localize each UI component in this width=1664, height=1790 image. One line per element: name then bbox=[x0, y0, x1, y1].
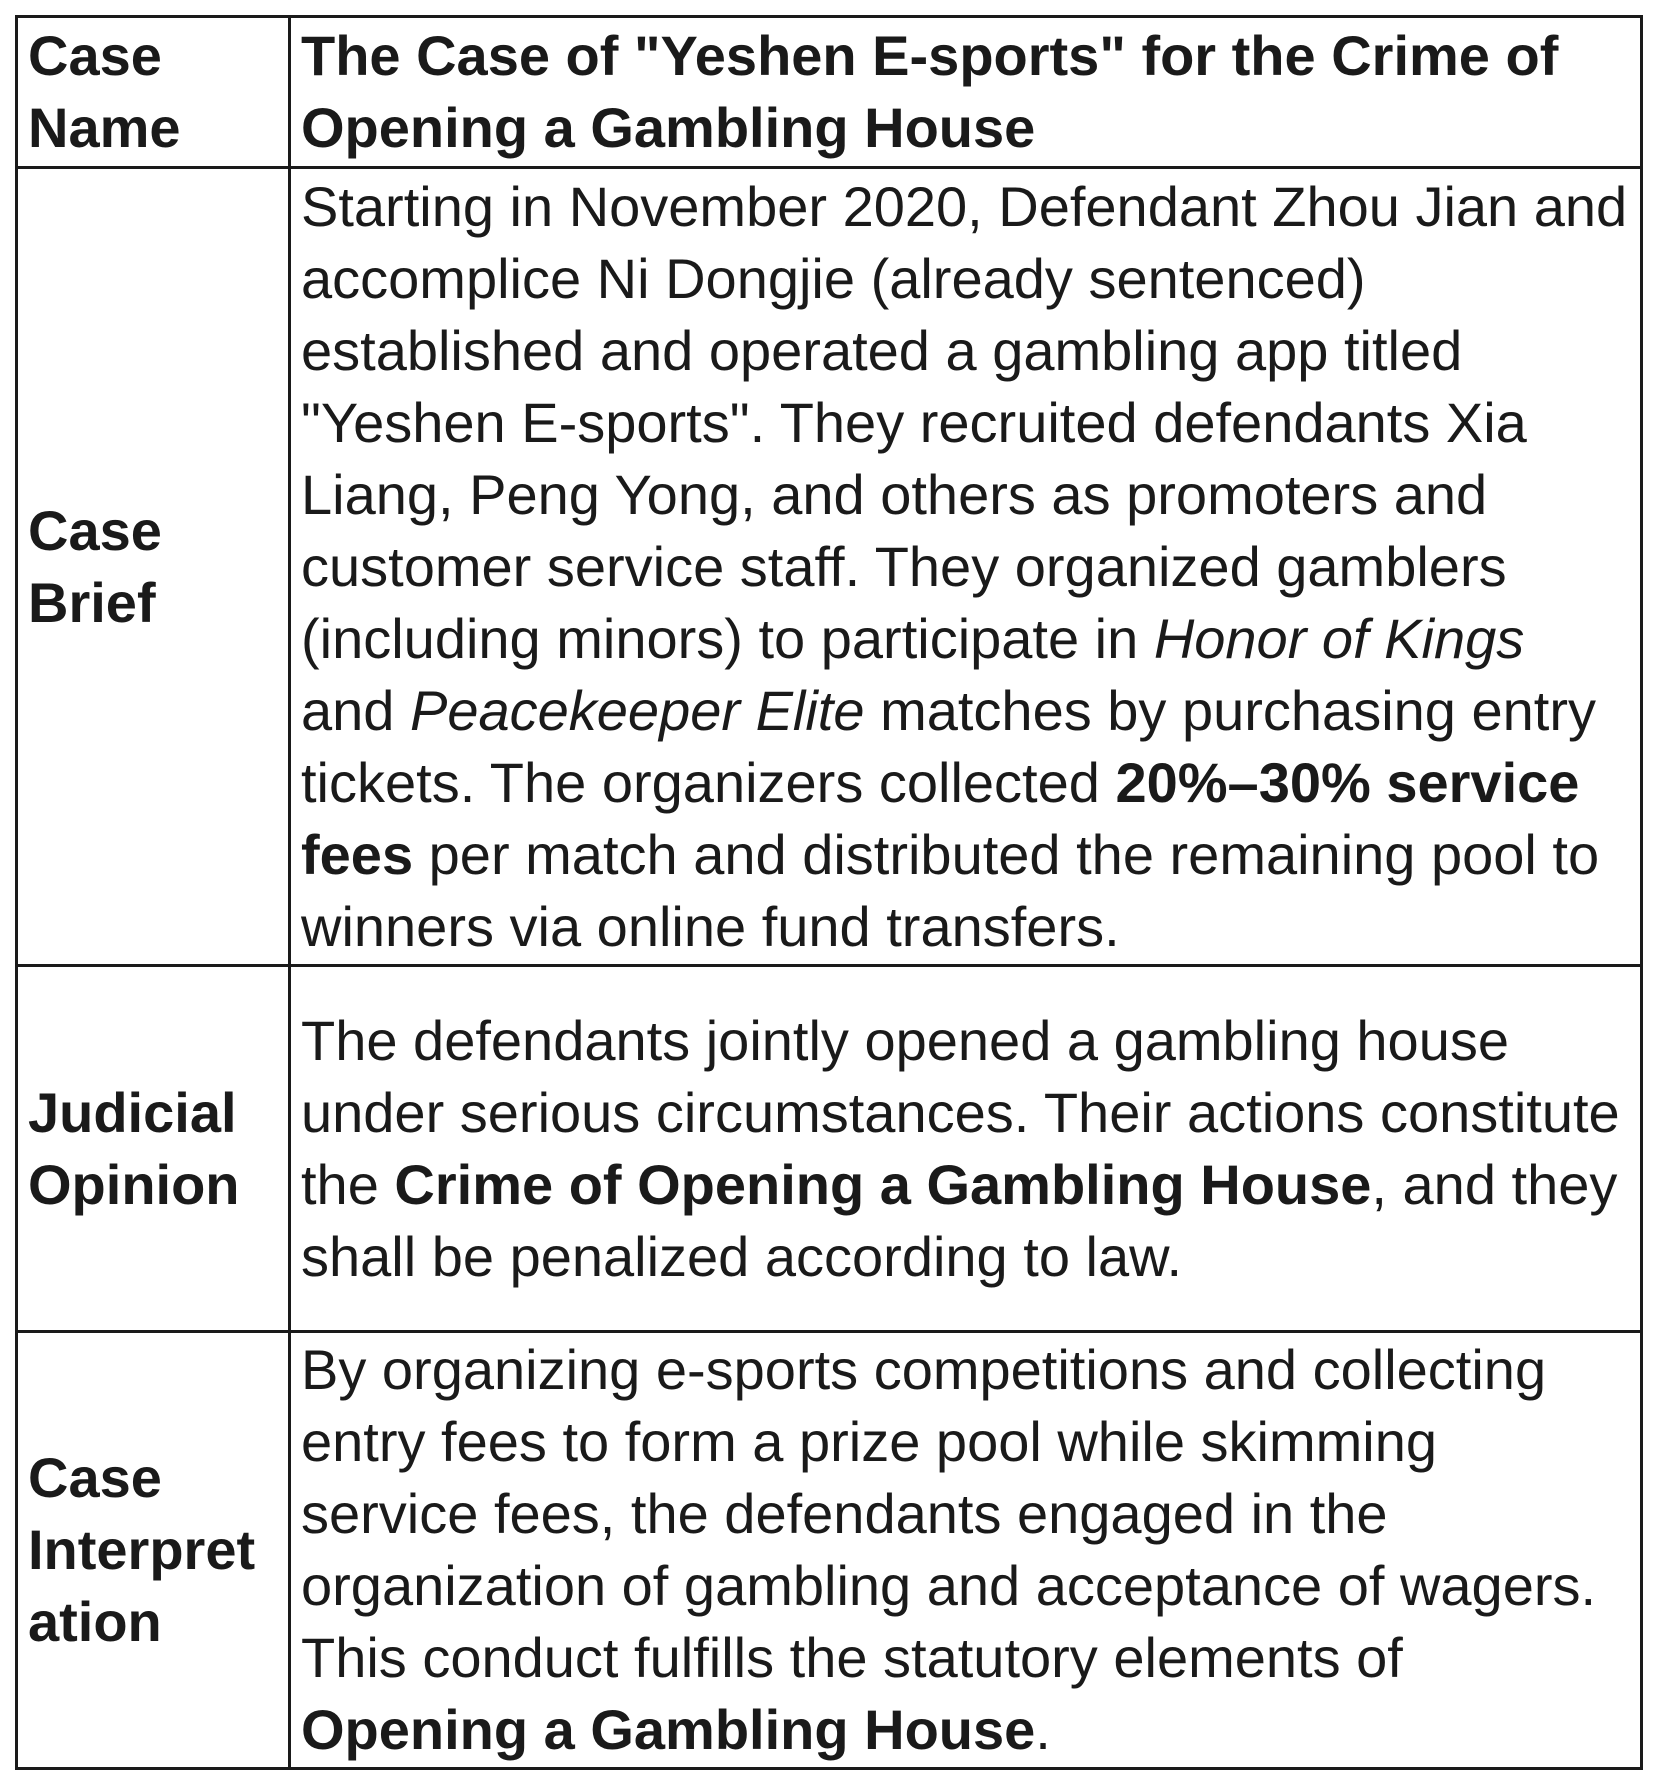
case-interpretation-content bbox=[290, 1332, 1642, 1769]
label-line: Judicial bbox=[28, 1080, 237, 1144]
row-label-case-name bbox=[17, 17, 290, 168]
game-title-honor-of-kings: Honor of Kings bbox=[1153, 606, 1525, 670]
case-name-content bbox=[290, 17, 1642, 168]
brief-text: matches by purchasing entry tickets. The organizers collected bbox=[301, 678, 1596, 814]
label-line: Name bbox=[28, 96, 181, 159]
label-line: Opinion bbox=[28, 1152, 240, 1216]
opinion-text: The defendants jointly opened a gambling house under serious circumstances. Their actions constitute the bbox=[301, 1008, 1620, 1216]
label-line: Case bbox=[28, 24, 162, 87]
table-row-case-interpretation bbox=[17, 1332, 1642, 1769]
row-label-judicial-opinion bbox=[17, 966, 290, 1332]
label-line: Interpret bbox=[28, 1518, 256, 1581]
brief-text: per match and distributed the remaining pool to winners via online fund transfers. bbox=[301, 822, 1600, 958]
case-title: The Case of "Yeshen E-sports" for the Crime of Opening a Gambling House bbox=[301, 24, 1559, 159]
row-label-case-brief bbox=[17, 168, 290, 966]
brief-text: Starting in November 2020, Defendant Zhou Jian and accomplice Ni Dongjie (already sentenced) established and operated a gambling app titled "Yeshen E-sports". They recruited defendants Xia Liang, Peng Yong, and others as promoters and customer service staff. They organized gamblers (including minors) to participate in bbox=[301, 174, 1628, 670]
label-line: Brief bbox=[28, 570, 156, 634]
case-brief-content bbox=[290, 168, 1642, 966]
service-fee-highlight: 20%–30% service fees bbox=[301, 750, 1580, 886]
offense-highlight: Opening a Gambling House bbox=[301, 1698, 1036, 1761]
table-row-case-brief bbox=[17, 168, 1642, 966]
label-line: ation bbox=[28, 1590, 162, 1653]
row-label-case-interpretation bbox=[17, 1332, 290, 1769]
case-table bbox=[15, 15, 1643, 1770]
opinion-text: , and they shall be penalized according to law. bbox=[301, 1152, 1618, 1288]
table-row-judicial-opinion bbox=[17, 966, 1642, 1332]
label-line: Case bbox=[28, 1446, 162, 1509]
interpretation-text: . bbox=[1035, 1698, 1051, 1761]
judicial-opinion-content bbox=[290, 966, 1642, 1332]
label-line: Case bbox=[28, 498, 162, 562]
interpretation-text: By organizing e-sports competitions and collecting entry fees to form a prize pool while skimming service fees, the defendants engaged in the organization of gambling and acceptance of wagers. This conduct fulfills the statutory elements of bbox=[301, 1338, 1597, 1689]
crime-name-highlight: Crime of Opening a Gambling House bbox=[394, 1152, 1372, 1216]
table-row-case-name bbox=[17, 17, 1642, 168]
brief-text: and bbox=[301, 678, 410, 742]
game-title-peacekeeper-elite: Peacekeeper Elite bbox=[410, 678, 865, 742]
